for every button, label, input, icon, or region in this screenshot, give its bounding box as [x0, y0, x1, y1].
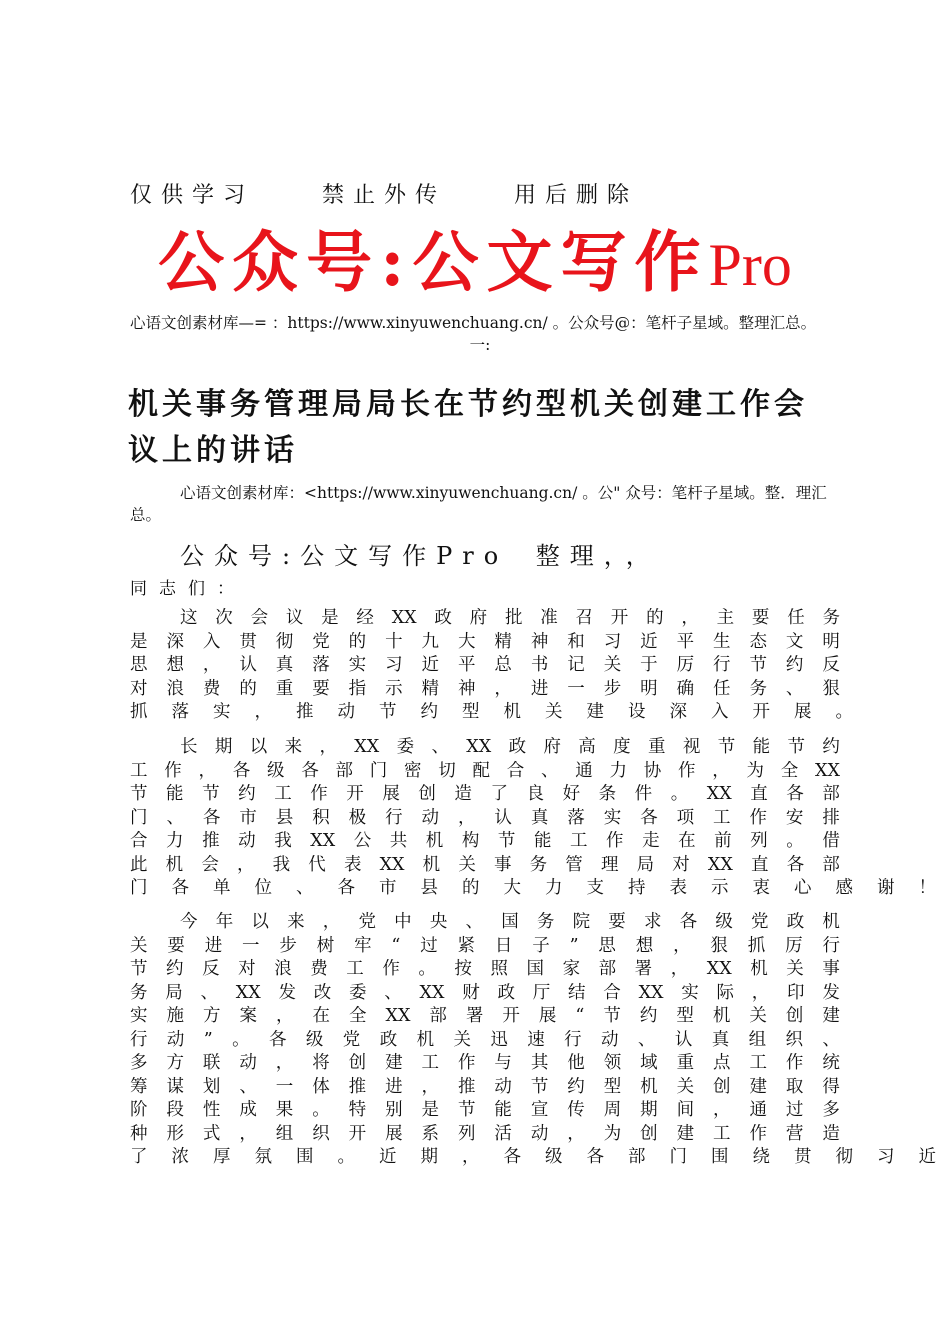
paragraph-3 [130, 911, 936, 1170]
banner-latin-text: Pro [708, 232, 792, 298]
source-note-top-line2: 一: [469, 336, 491, 354]
paragraph-1 [130, 607, 853, 725]
paragraph-line: 务 局 、 XX 发 改 委 、 XX 财 政 厅 结 合 XX 实 际 ， 印 发 [130, 982, 840, 1003]
source-note-bottom-line1: 心语文创素材库：<https://www.xinyuwenchuang.cn/ 。公" 众号：笔杆子星域。整．理汇 [180, 484, 827, 502]
paragraph-line: 实 施 方 案 ， 在 全 XX 部 署 开 展 “ 节 约 型 机 关 创 建 [130, 1006, 840, 1026]
paragraph-line: 门 、 各 市 县 积 极 行 动 ， 认 真 落 实 各 项 工 作 安 排 [130, 807, 840, 828]
document-title: 机关事务管理局局长在节约型机关创建工作会议上的讲话 [128, 387, 808, 468]
paragraph-line: 多 方 联 动 ， 将 创 建 工 作 与 其 他 领 域 重 点 工 作 统 [130, 1053, 840, 1073]
source-note-top [130, 312, 830, 356]
paragraph-line: 今 年 以 来 ， 党 中 央 、 国 务 院 要 求 各 级 党 政 机 [180, 912, 840, 932]
paragraph-line: 了 浓 厚 氛 围 。 近 期 ， 各 级 各 部 门 围 绕 贯 彻 习 近 [130, 1147, 936, 1167]
paragraph-2 [130, 736, 936, 901]
paragraph-line: 行 动 ” 。 各 级 党 政 机 关 迅 速 行 动 、 认 真 组 织 、 [130, 1029, 840, 1050]
salutation: 同志们： [130, 579, 246, 599]
paragraph-line: 门 各 单 位 、 各 市 县 的 大 力 支 持 表 示 衷 心 感 谢 ！ [130, 878, 936, 898]
paragraph-line: 节 能 节 约 工 作 开 展 创 造 了 良 好 条 件 。 XX 直 各 部 [130, 784, 840, 804]
paragraph-line: 工 作 ， 各 级 各 部 门 密 切 配 合 、 通 力 协 作 ， 为 全 XX [130, 760, 840, 781]
paragraph-line: 对 浪 费 的 重 要 指 示 精 神 ， 进 一 步 明 确 任 务 、 狠 [130, 678, 840, 699]
source-note-bottom-line2: 总。 [130, 506, 162, 524]
paragraph-line: 这 次 会 议 是 经 XX 政 府 批 准 召 开 的 ， 主 要 任 务 [180, 608, 840, 628]
paragraph-line: 筹 谋 划 、 一 体 推 进 ， 推 动 节 约 型 机 关 创 建 取 得 [130, 1076, 840, 1097]
paragraph-line: 此 机 会 ， 我 代 表 XX 机 关 事 务 管 理 局 对 XX 直 各 部 [130, 854, 840, 875]
source-note-bottom [130, 482, 830, 526]
paragraph-line: 关 要 进 一 步 树 牢 “ 过 紧 日 子 ” 思 想 ， 狠 抓 厉 行 [130, 935, 840, 956]
paragraph-line: 节 约 反 对 浪 费 工 作 。 按 照 国 家 部 署 ， XX 机 关 事 [130, 959, 840, 979]
paragraph-line: 长 期 以 来 ， XX 委 、 XX 政 府 高 度 重 视 节 能 节 约 [180, 737, 840, 757]
paragraph-line: 抓 落 实 ， 推 动 节 约 型 机 关 建 设 深 入 开 展 。 [130, 702, 853, 722]
paragraph-line: 合 力 推 动 我 XX 公 共 机 构 节 能 工 作 走 在 前 列 。 借 [130, 831, 840, 851]
banner-cn-text: 公众号:公文写作 [158, 223, 709, 301]
paragraph-line: 思 想 ， 认 真 落 实 习 近 平 总 书 记 关 于 厉 行 节 约 反 [130, 655, 840, 675]
paragraph-line: 是 深 入 贯 彻 党 的 十 九 大 精 神 和 习 近 平 生 态 文 明 [130, 631, 840, 652]
paragraph-line: 种 形 式 ， 组 织 开 展 系 列 活 动 ， 为 创 建 工 作 营 造 [130, 1123, 840, 1144]
usage-notice: 仅供学习 禁止外传 用后删除 [130, 183, 638, 208]
source-note-top-line1: 心语文创素材库—= ：https://www.xinyuwenchuang.cn/ 。公众号@：笔杆子星域。整理汇总。 [130, 314, 817, 332]
account-banner [0, 222, 950, 305]
paragraph-line: 阶 段 性 成 果 。 特 别 是 节 能 宣 传 周 期 间 ， 通 过 多 [130, 1100, 840, 1120]
subheading: 公众号:公文写作Pro 整理，， [180, 542, 660, 570]
